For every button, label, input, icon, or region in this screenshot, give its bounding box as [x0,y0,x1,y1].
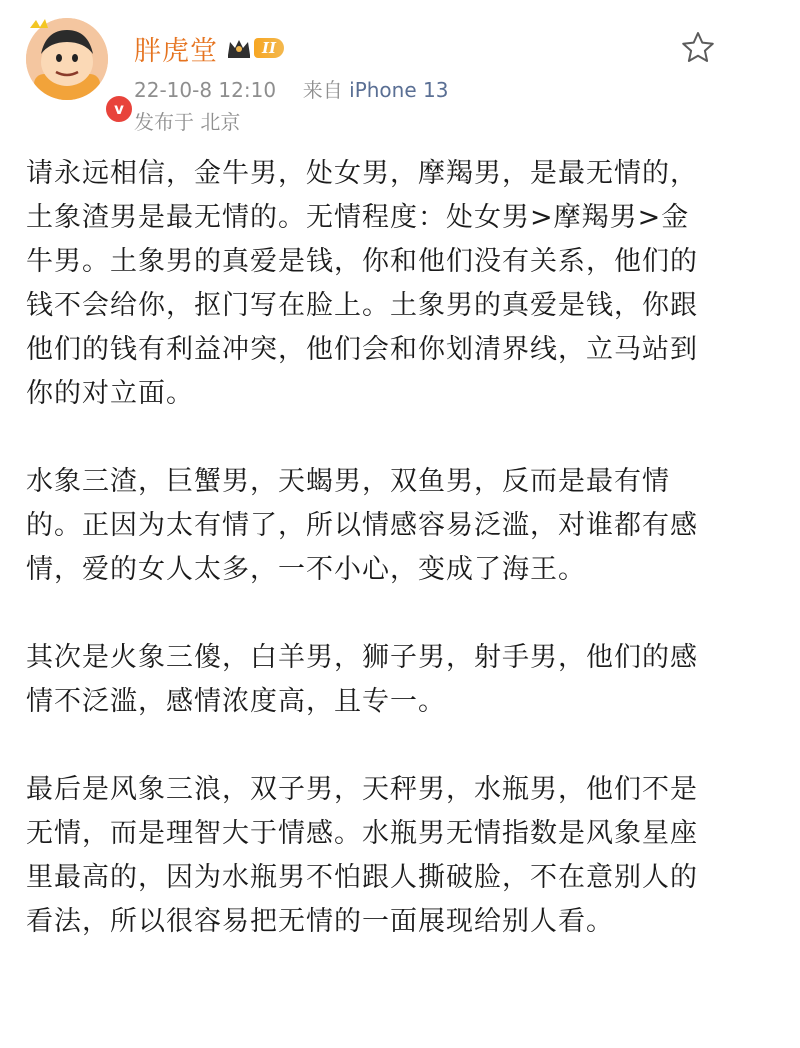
favorite-button[interactable] [680,30,716,66]
avatar-image [26,18,108,100]
post-paragraph-1: 请永远相信，金牛男，处女男，摩羯男，是最无情的，土象渣男是最无情的。无情程度：处女男>摩羯男>金牛男。土象男的真爱是钱，你和他们没有关系，他们的钱不会给你，抠门写在脸上。土象男的真爱是钱，你跟他们的钱有利益冲突，他们会和你划清界线，立马站到你的对立面。 [26,158,698,409]
post-paragraph-4: 最后是风象三浪，双子男，天秤男，水瓶男，他们不是无情，而是理智大于情感。水瓶男无情指数是风象星座里最高的，因为水瓶男不怕跟人撕破脸，不在意别人的看法，所以很容易把无情的一面展现给别人看。 [26,774,698,937]
post-content [26,152,716,988]
source-prefix: 来自 [302,78,343,102]
author-row [134,28,284,68]
post-paragraph-2: 水象三渣，巨蟹男，天蝎男，双鱼男，反而是最有情的。正因为太有情了，所以情感容易泛滥，对谁都有感情，爱的女人太多，一不小心，变成了海王。 [26,466,698,585]
level-label: II [254,38,284,58]
author-name[interactable]: 胖虎堂 [134,35,218,67]
post-header [0,0,800,140]
post-meta [134,74,448,103]
source-link[interactable]: iPhone 13 [349,78,449,102]
level-badge[interactable] [226,37,284,59]
post-time: 22-10-8 12:10 [134,78,277,102]
post-location: 发布于 北京 [134,110,241,134]
post-paragraph-3: 其次是火象三傻，白羊男，狮子男，射手男，他们的感情不泛滥，感情浓度高，且专一。 [26,642,698,717]
avatar[interactable] [26,18,124,118]
star-outline-icon [680,30,716,66]
vip-v-icon: v [104,94,134,124]
crown-icon [226,37,252,59]
